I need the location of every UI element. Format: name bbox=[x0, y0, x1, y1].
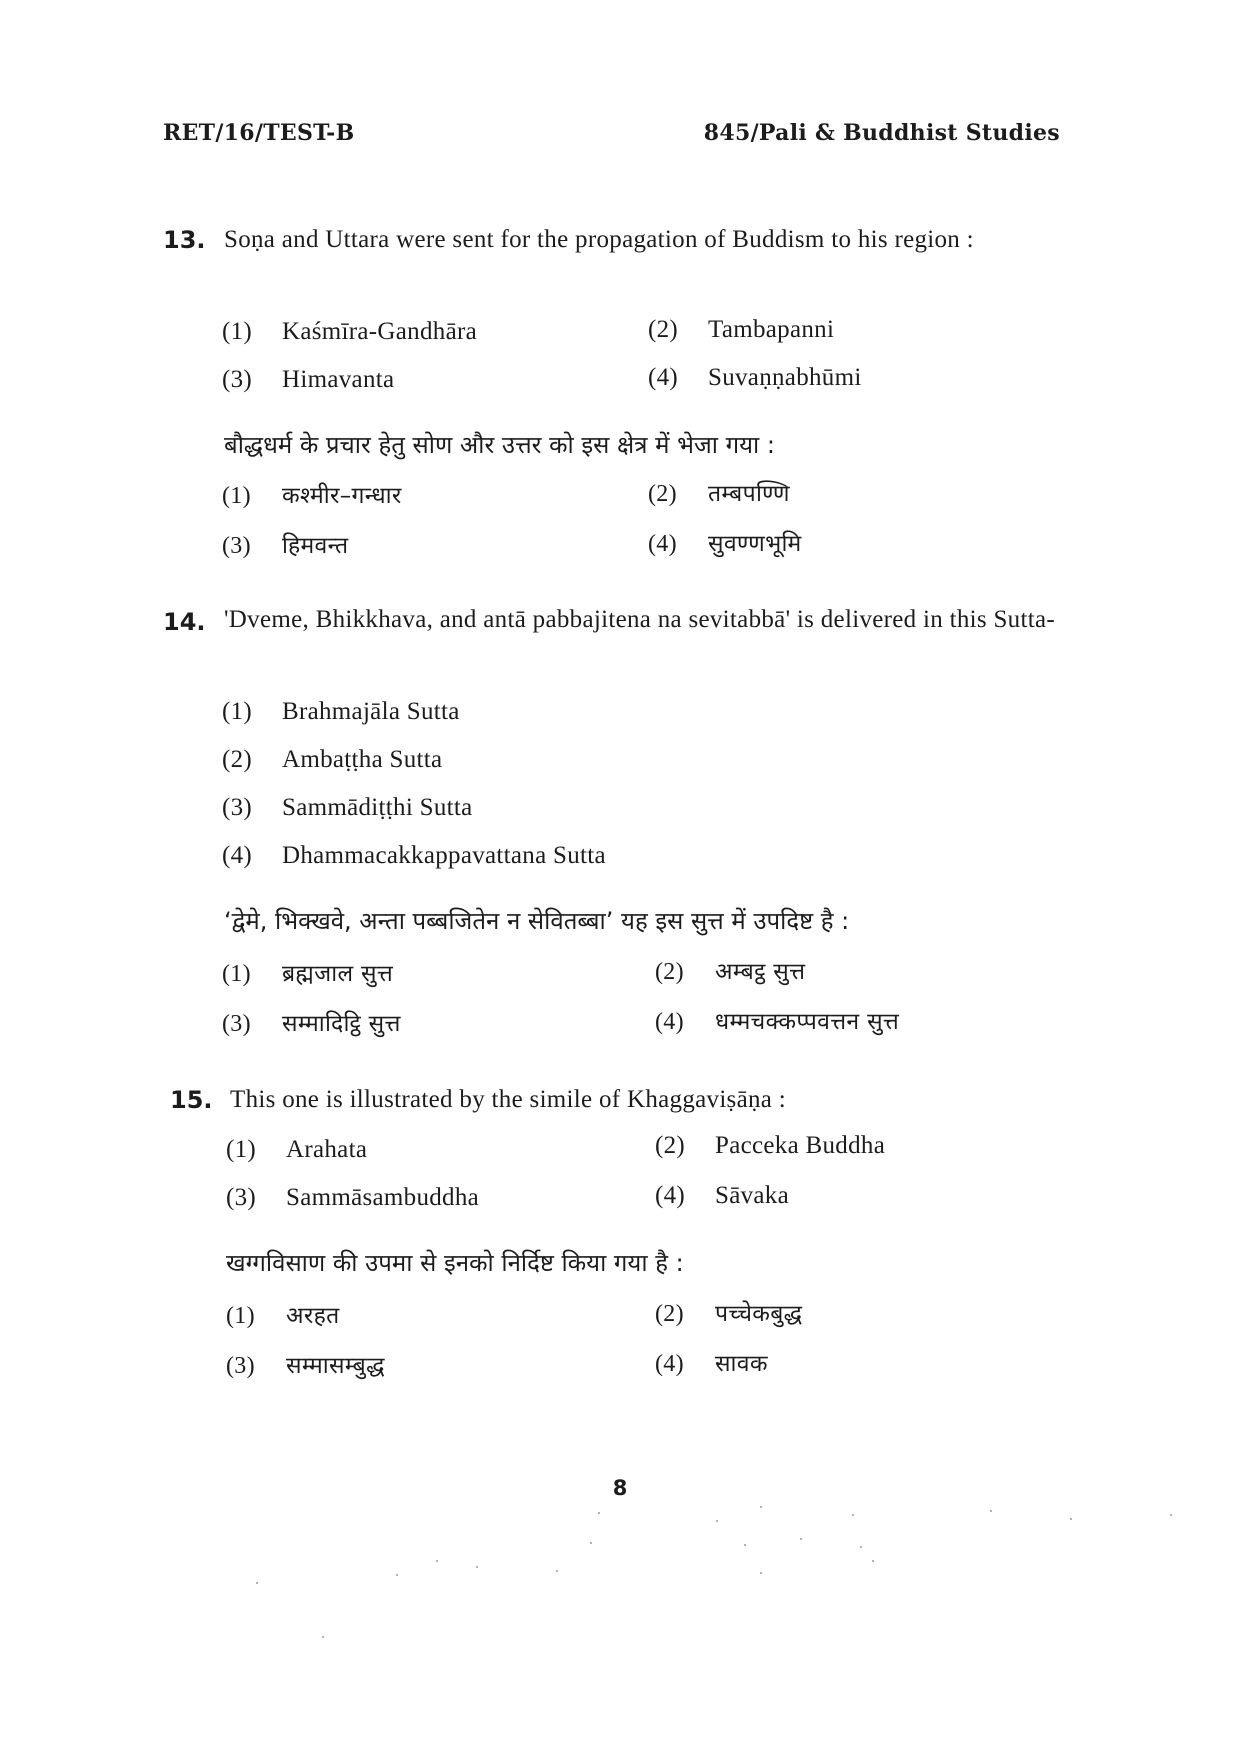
page-number: 8 bbox=[612, 1476, 628, 1500]
question-13-option-4-hi bbox=[648, 526, 802, 558]
question-13-text-en: Soṇa and Uttara were sent for the propagation of Buddism to his region : bbox=[224, 226, 974, 253]
option-number: (1) bbox=[222, 318, 253, 345]
option-text: धम्मचक्कप्पवत्तन सुत्त bbox=[715, 1009, 900, 1035]
option-number: (2) bbox=[655, 1132, 686, 1159]
question-15-text-hi: खग्गविसाण की उपमा से इनको निर्दिष्ट किया गया है : bbox=[226, 1249, 684, 1277]
question-13-text-hi: बौद्धधर्म के प्रचार हेतु सोण और उत्तर को इस क्षेत्र में भेजा गया : bbox=[224, 431, 775, 459]
option-number: (1) bbox=[222, 483, 251, 509]
question-13-option-3-hi bbox=[222, 528, 348, 560]
option-text: Brahmajāla Sutta bbox=[282, 698, 460, 725]
option-number: (2) bbox=[648, 481, 677, 507]
question-14-option-3-hi bbox=[222, 1006, 401, 1038]
question-13-option-2-hi bbox=[648, 476, 790, 508]
option-number: (4) bbox=[655, 1351, 684, 1377]
option-number: (4) bbox=[655, 1009, 684, 1035]
option-number: (4) bbox=[222, 842, 253, 869]
option-number: (4) bbox=[648, 531, 677, 557]
question-15-option-1-en bbox=[226, 1136, 367, 1164]
question-14-option-2-en bbox=[222, 746, 442, 774]
option-number: (3) bbox=[222, 1011, 251, 1037]
option-text: Sammāsambuddha bbox=[286, 1184, 480, 1211]
question-15-option-3-en bbox=[226, 1184, 479, 1212]
option-number: (4) bbox=[648, 364, 679, 391]
option-number: (1) bbox=[222, 698, 253, 725]
option-text: सावक bbox=[715, 1351, 768, 1377]
question-13-option-3-en bbox=[222, 366, 394, 394]
question-13-option-2-en bbox=[648, 316, 834, 344]
question-15-option-2-hi bbox=[655, 1296, 802, 1328]
subject-title: 845/Pali & Buddhist Studies bbox=[703, 120, 1060, 146]
option-number: (4) bbox=[655, 1182, 686, 1209]
option-number: (1) bbox=[222, 961, 251, 987]
question-15-option-3-hi bbox=[226, 1348, 385, 1380]
option-text: अरहत bbox=[286, 1303, 340, 1329]
question-13-option-1-hi bbox=[222, 478, 402, 510]
question-14-option-2-hi bbox=[655, 954, 805, 986]
question-15-text-en: This one is illustrated by the simile of Khaggaviṣāṇa : bbox=[230, 1086, 786, 1113]
option-text: सम्मादिट्ठि सुत्त bbox=[282, 1011, 401, 1037]
option-number: (3) bbox=[222, 794, 253, 821]
option-text: Dhammacakkappavattana Sutta bbox=[282, 842, 606, 869]
option-text: Himavanta bbox=[282, 366, 395, 393]
question-13-option-4-en bbox=[648, 364, 862, 392]
option-number: (2) bbox=[222, 746, 253, 773]
option-number: (2) bbox=[655, 1301, 684, 1327]
option-text: Suvaṇṇabhūmi bbox=[708, 364, 862, 391]
question-13-option-1-en bbox=[222, 318, 477, 346]
option-number: (3) bbox=[226, 1184, 257, 1211]
option-number: (2) bbox=[648, 316, 679, 343]
option-text: ब्रह्मजाल सुत्त bbox=[282, 961, 394, 987]
option-number: (1) bbox=[226, 1303, 255, 1329]
option-text: हिमवन्त bbox=[282, 533, 349, 559]
question-14-option-4-en bbox=[222, 842, 606, 870]
option-text: तम्बपण्णि bbox=[708, 481, 790, 507]
question-14-number: 14. bbox=[163, 608, 206, 636]
option-number: (2) bbox=[655, 959, 684, 985]
question-14-option-1-hi bbox=[222, 956, 393, 988]
option-text: अम्बट्ठ सुत्त bbox=[715, 959, 806, 985]
option-number: (3) bbox=[222, 366, 253, 393]
question-15-option-1-hi bbox=[226, 1298, 340, 1330]
question-14-option-3-en bbox=[222, 794, 473, 822]
option-number: (3) bbox=[226, 1353, 255, 1379]
question-15-option-4-hi bbox=[655, 1346, 768, 1378]
question-14-text-en: 'Dveme, Bhikkhava, and antā pabbajitena na sevitabbā' is delivered in this Sutta- bbox=[224, 606, 1055, 633]
option-text: Ambaṭṭha Sutta bbox=[282, 746, 443, 773]
option-number: (1) bbox=[226, 1136, 257, 1163]
question-15-option-4-en bbox=[655, 1182, 789, 1210]
option-text: Sammādiṭṭhi Sutta bbox=[282, 794, 473, 821]
option-text: कश्मीर–गन्धार bbox=[282, 483, 402, 509]
question-15-option-2-en bbox=[655, 1132, 885, 1160]
question-14-option-1-en bbox=[222, 698, 460, 726]
question-14-option-4-hi bbox=[655, 1004, 899, 1036]
option-number: (3) bbox=[222, 533, 251, 559]
option-text: Tambapanni bbox=[708, 316, 835, 343]
question-13-number: 13. bbox=[163, 226, 206, 254]
option-text: Arahata bbox=[286, 1136, 368, 1163]
question-14-text-hi: ‘द्वेमे, भिक्खवे, अन्ता पब्बजितेन न सेवितब्बा’ यह इस सुत्त में उपदिष्ट है : bbox=[224, 907, 850, 935]
option-text: सम्मासम्बुद्ध bbox=[286, 1353, 385, 1379]
paper-code: RET/16/TEST-B bbox=[163, 120, 355, 146]
option-text: Pacceka Buddha bbox=[715, 1132, 886, 1159]
option-text: Sāvaka bbox=[715, 1182, 789, 1209]
option-text: Kaśmīra-Gandhāra bbox=[282, 318, 477, 345]
option-text: सुवण्णभूमि bbox=[708, 531, 802, 557]
question-15-number: 15. bbox=[170, 1086, 213, 1114]
option-text: पच्चेकबुद्ध bbox=[715, 1301, 803, 1327]
